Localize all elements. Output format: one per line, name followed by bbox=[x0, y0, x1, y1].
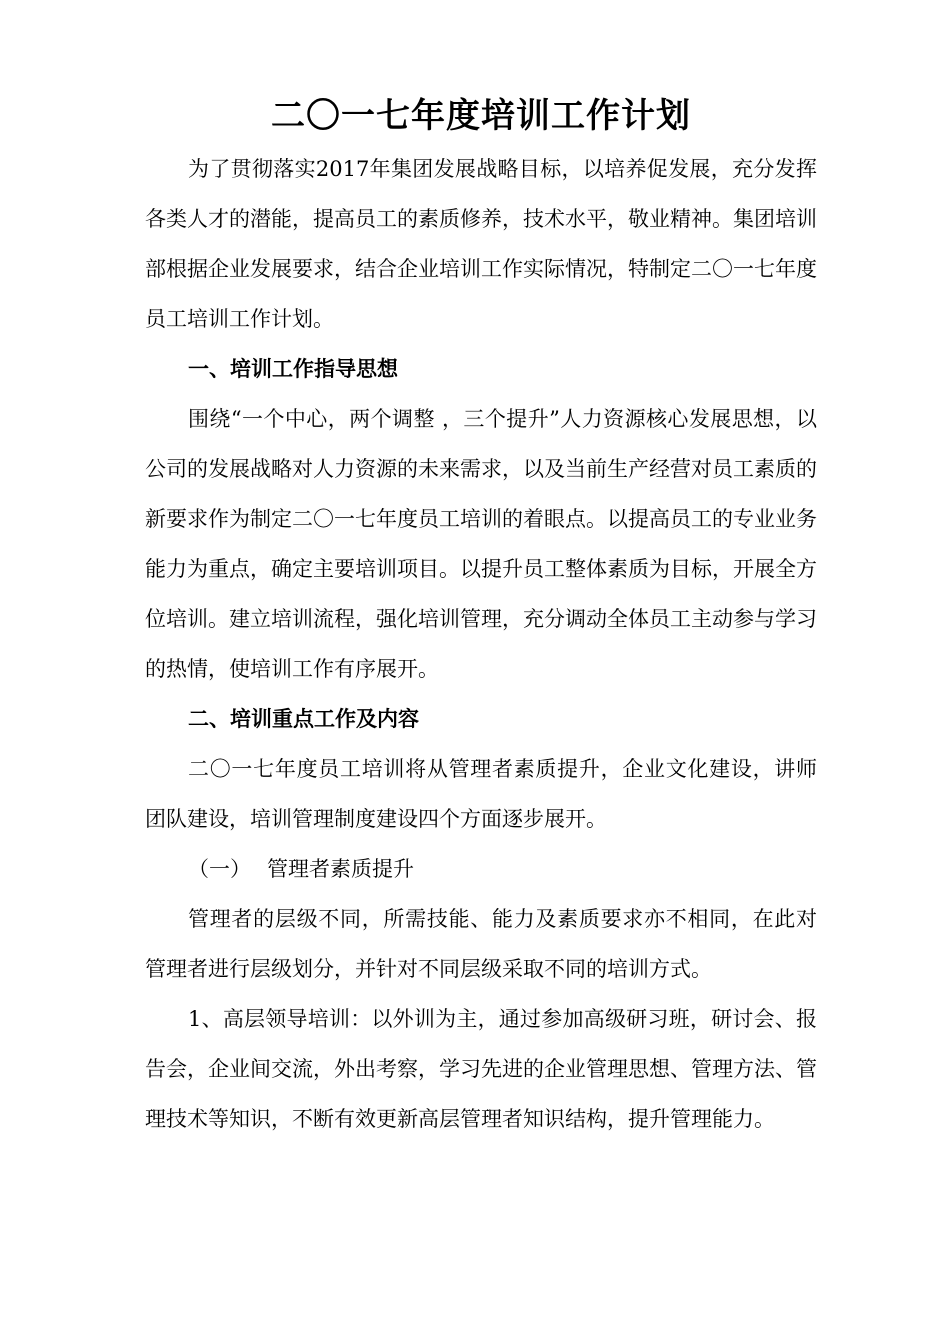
document-page bbox=[145, 0, 817, 1144]
document-body bbox=[145, 144, 817, 1144]
section-2-paragraph: 二〇一七年度员工培训将从管理者素质提升，企业文化建设，讲师团队建设，培训管理制度建设四个方面逐步展开。 bbox=[145, 757, 817, 831]
section-1-paragraph: 围绕“一个中心，两个调整 ，三个提升”人力资源核心发展思想，以公司的发展战略对人力资源的未来需求，以及当前生产经营对员工素质的新要求作为制定二〇一七年度员工培训的着眼点。以提高员工的专业业务能力为重点，确定主要培训项目。以提升员工整体素质为目标，开展全方位培训。建立培训流程，强化培训管理，充分调动全体员工主动参与学习的热情，使培训工作有序展开。 bbox=[145, 407, 817, 681]
subsection-1-number: （一） bbox=[188, 857, 251, 881]
subsection-1-paragraph: 管理者的层级不同，所需技能、能力及素质要求亦不相同，在此对管理者进行层级划分，并针对不同层级采取不同的培训方式。 bbox=[145, 907, 817, 981]
section-1-heading: 一、培训工作指导思想 bbox=[188, 356, 398, 381]
intro-paragraph: 为了贯彻落实2017年集团发展战略目标，以培养促发展，充分发挥各类人才的潜能，提高员工的素质修养，技术水平，敬业精神。集团培训部根据企业发展要求，结合企业培训工作实际情况，特制定二〇一七年度员工培训工作计划。 bbox=[145, 157, 817, 331]
subsection-1-heading bbox=[145, 844, 817, 894]
document-title: 二〇一七年度培训工作计划 bbox=[271, 96, 691, 136]
list-item-senior-leader-training: 1、高层领导培训：以外训为主，通过参加高级研习班，研讨会、报告会，企业间交流，外出考察，学习先进的企业管理思想、管理方法、管理技术等知识，不断有效更新高层管理者知识结构，提升管理能力。 bbox=[145, 1007, 817, 1131]
subsection-1-title: 管理者素质提升 bbox=[267, 857, 414, 881]
section-2-heading: 二、培训重点工作及内容 bbox=[188, 706, 419, 731]
